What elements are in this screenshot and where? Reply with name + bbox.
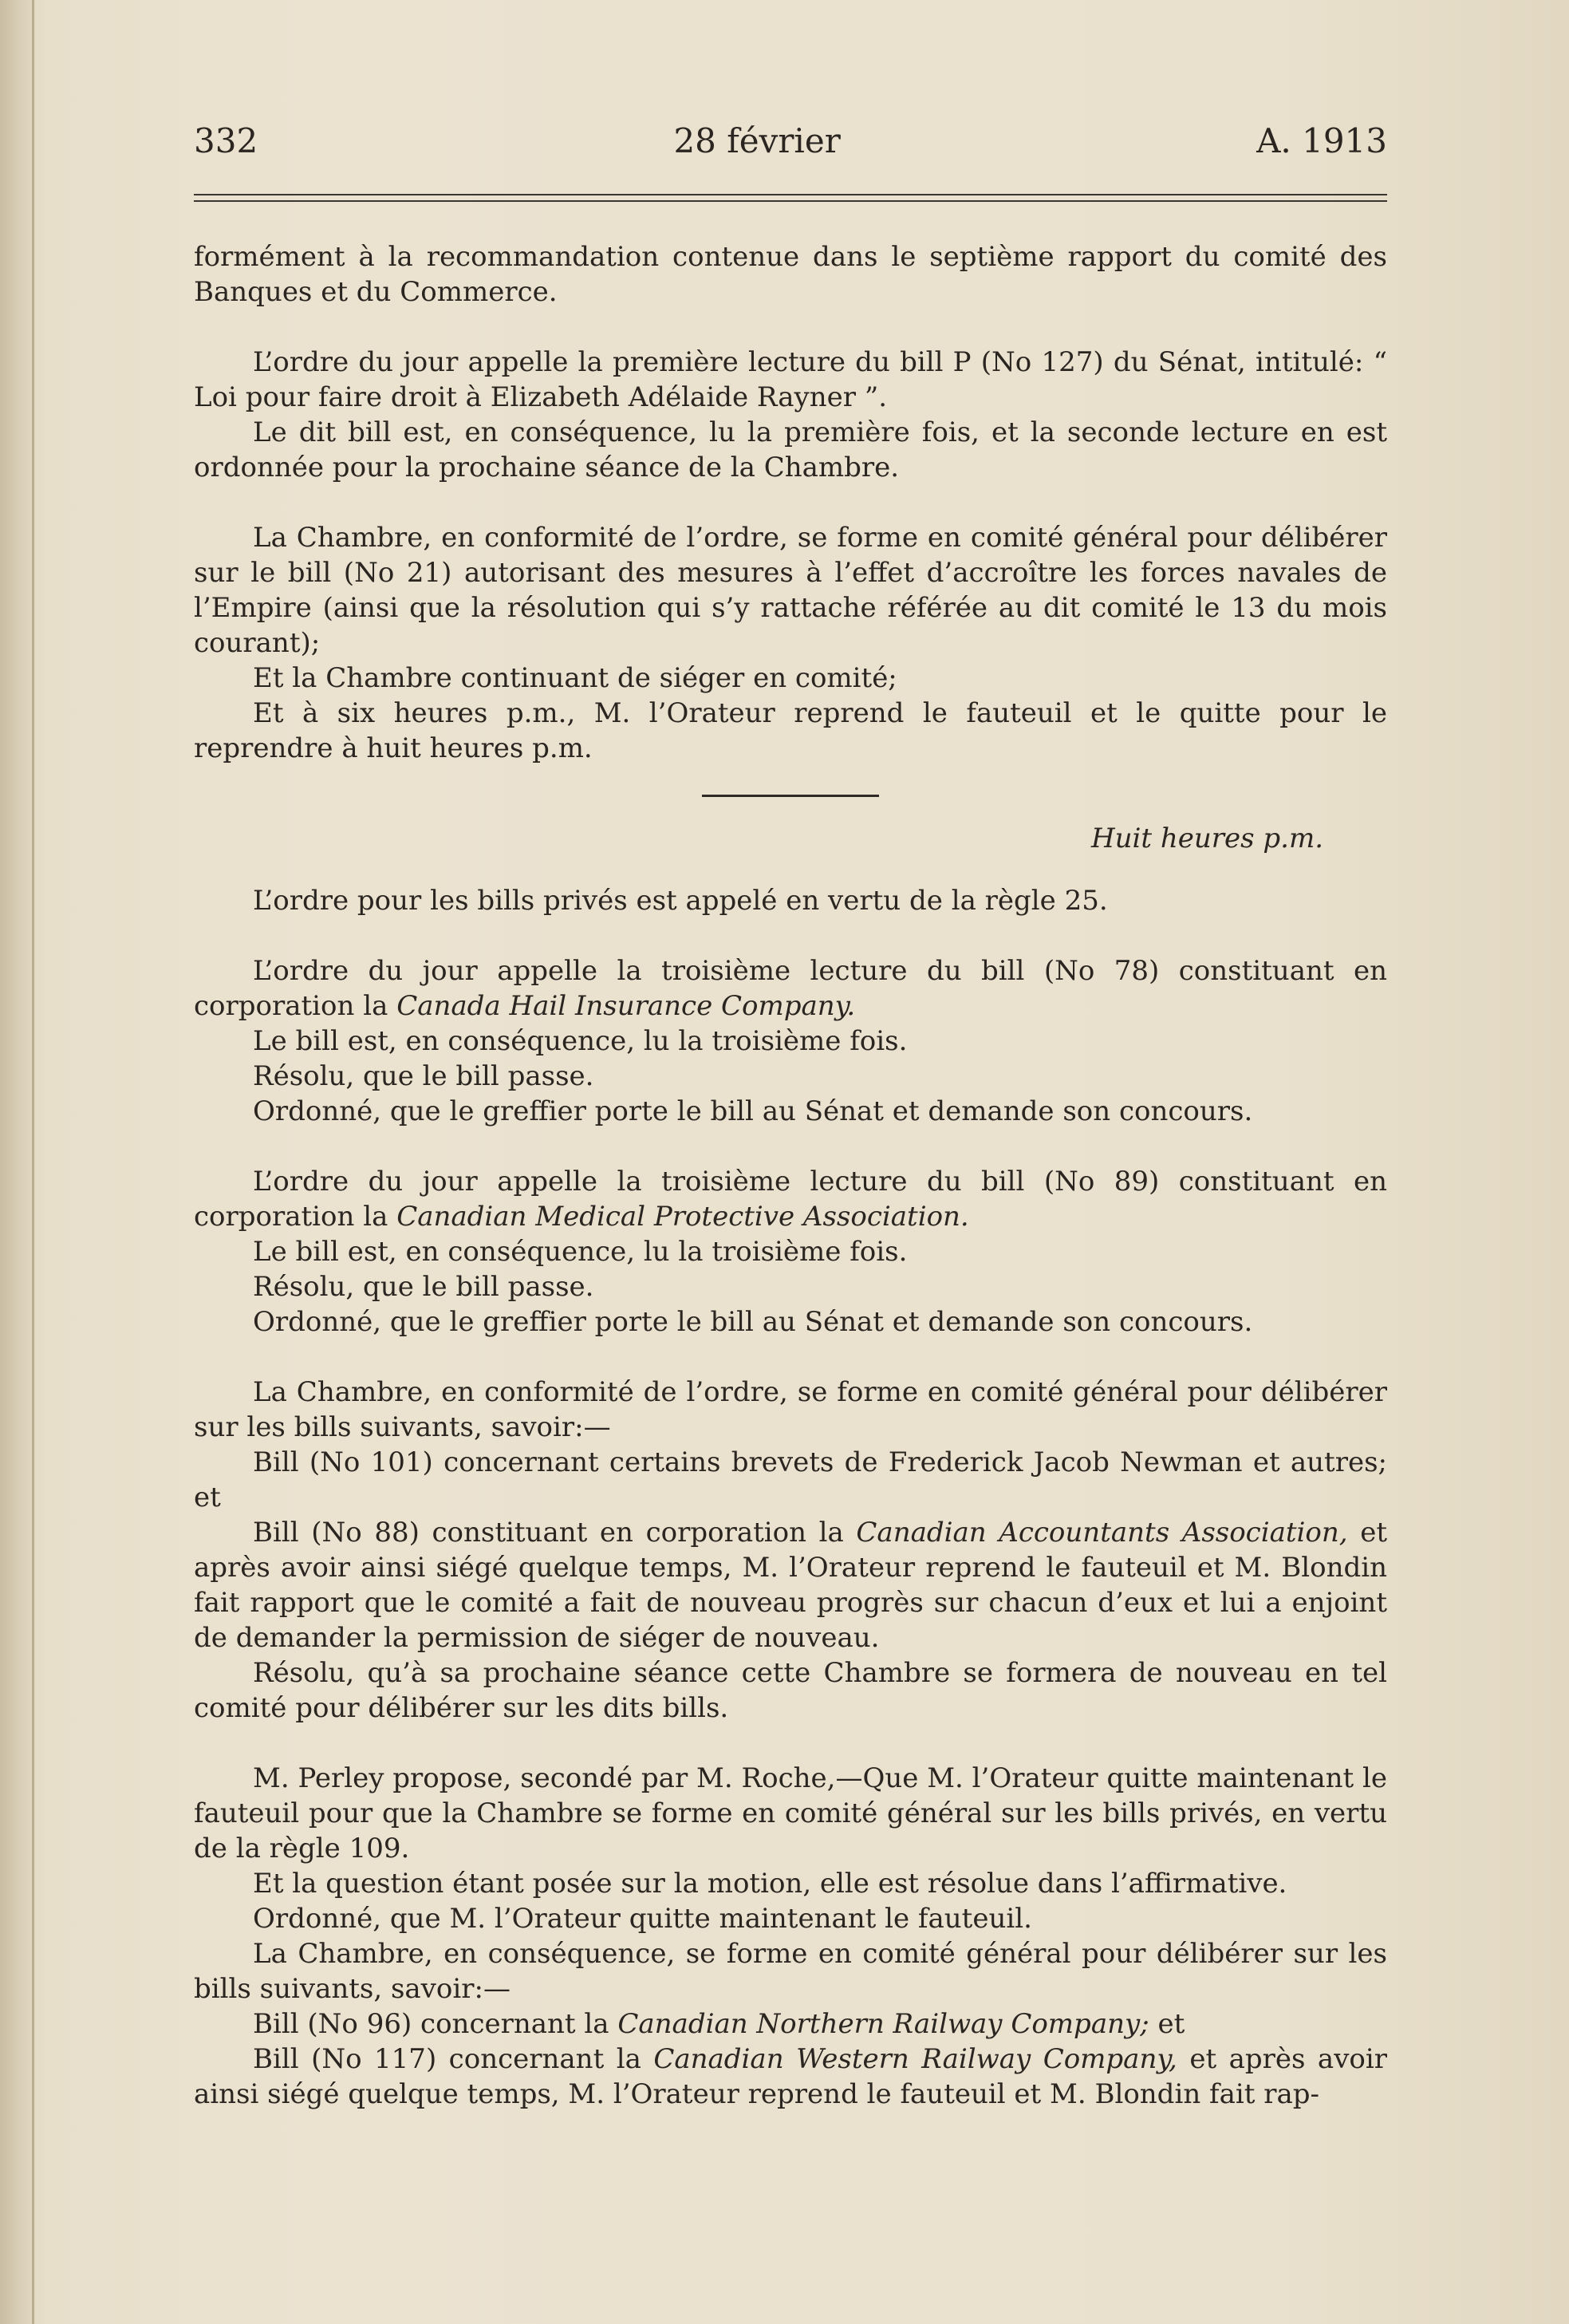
paragraph-text: et bbox=[1149, 2008, 1185, 2040]
paragraph: formément à la recommandation contenue dans le septième rapport du comité des Banques et du Commerce. bbox=[194, 241, 1387, 308]
page-body bbox=[194, 239, 1387, 2112]
header-date: 28 février bbox=[673, 121, 841, 160]
paragraph: La Chambre, en conséquence, se forme en comité général pour délibérer sur les bills suivants, savoir:— bbox=[194, 1938, 1387, 2005]
paragraph: Ordonné, que le greffier porte le bill au Sénat et demande son concours. bbox=[253, 1095, 1253, 1127]
paragraph-text: et après avoir ainsi siégé quelque temps, M. l’Orateur reprend le fauteuil et M. Blondin fait rap- bbox=[194, 2043, 1388, 2110]
paragraph bbox=[194, 1164, 1387, 1234]
paragraph-text: Bill (No 88) constituant en corporation la bbox=[253, 1517, 857, 1549]
paragraph bbox=[194, 953, 1387, 1024]
company-name: Canadian Accountants Association, bbox=[856, 1517, 1348, 1549]
paragraph: Et la Chambre continuant de siéger en comité; bbox=[253, 662, 897, 694]
paragraph: Et la question étant posée sur la motion, elle est résolue dans l’affirmative. bbox=[253, 1868, 1287, 1900]
paragraph-text: Bill (No 96) concernant la bbox=[253, 2008, 618, 2040]
binding-line bbox=[32, 0, 34, 2324]
paragraph: L’ordre du jour appelle la première lecture du bill P (No 127) du Sénat, intitulé: “ Loi pour faire droit à Elizabeth Adélaide Rayner ”. bbox=[194, 346, 1387, 413]
paragraph: La Chambre, en conformité de l’ordre, se forme en comité général pour délibérer sur le bill (No 21) autorisant des mesures à l’effet d’accroître les forces navales de l’Empire (ainsi que la résolution qui s’y rattache référée au dit comité le 13 du mois courant); bbox=[194, 522, 1387, 659]
company-name: Canadian Northern Railway Company; bbox=[617, 2008, 1149, 2040]
paragraph-text: Bill (No 117) concernant la bbox=[253, 2043, 654, 2075]
paragraph: Le bill est, en conséquence, lu la troisième fois. bbox=[253, 1236, 908, 1268]
company-name: Canadian Medical Protective Association. bbox=[396, 1201, 969, 1233]
paragraph: Et à six heures p.m., M. l’Orateur reprend le fauteuil et le quitte pour le reprendre à huit heures p.m. bbox=[194, 697, 1387, 764]
paragraph: M. Perley propose, secondé par M. Roche,—Que M. l’Orateur quitte maintenant le fauteuil pour que la Chambre se forme en comité général sur les bills privés, en vertu de la règle 109. bbox=[194, 1762, 1387, 1864]
paragraph-text: L’ordre du jour appelle la troisième lecture du bill (No 78) constituant en corporation la bbox=[194, 955, 1387, 1022]
paragraph: Résolu, que le bill passe. bbox=[253, 1271, 594, 1303]
time-heading: Huit heures p.m. bbox=[1090, 823, 1323, 854]
company-name: Canada Hail Insurance Company. bbox=[396, 990, 856, 1022]
running-header bbox=[194, 121, 1387, 160]
paragraph: La Chambre, en conformité de l’ordre, se forme en comité général pour délibérer sur les bills suivants, savoir:— bbox=[194, 1376, 1387, 1443]
page-number: 332 bbox=[194, 121, 258, 160]
paragraph: Résolu, qu’à sa prochaine séance cette Chambre se formera de nouveau en tel comité pour délibérer sur les dits bills. bbox=[194, 1657, 1387, 1724]
paragraph bbox=[194, 2006, 1387, 2042]
paragraph: L’ordre pour les bills privés est appelé en vertu de la règle 25. bbox=[253, 885, 1108, 917]
paragraph: Le bill est, en conséquence, lu la troisième fois. bbox=[253, 1025, 908, 1057]
company-name: Canadian Western Railway Company, bbox=[653, 2043, 1177, 2075]
header-rule bbox=[194, 194, 1387, 207]
paragraph bbox=[194, 2042, 1387, 2112]
paragraph: Ordonné, que le greffier porte le bill au Sénat et demande son concours. bbox=[253, 1306, 1253, 1338]
paragraph-text: et après avoir ainsi siégé quelque temps, M. l’Orateur reprend le fauteuil et M. Blondin fait rapport que le comité a fait de nouveau progrès sur chacun d’eux et lui a enjoint de demander la permission de siéger de nouveau. bbox=[194, 1517, 1388, 1654]
paragraph-text: L’ordre du jour appelle la troisième lecture du bill (No 89) constituant en corporation la bbox=[194, 1166, 1387, 1233]
paragraph: Résolu, que le bill passe. bbox=[253, 1060, 594, 1092]
paragraph: Ordonné, que M. l’Orateur quitte maintenant le fauteuil. bbox=[253, 1903, 1032, 1935]
paragraph: Bill (No 101) concernant certains brevets de Frederick Jacob Newman et autres; et bbox=[194, 1446, 1387, 1513]
paragraph: Le dit bill est, en conséquence, lu la première fois, et la seconde lecture en est ordonnée pour la prochaine séance de la Chambre. bbox=[194, 416, 1387, 483]
paragraph bbox=[194, 1515, 1387, 1655]
header-year: A. 1913 bbox=[1256, 121, 1387, 160]
section-separator bbox=[702, 795, 879, 797]
